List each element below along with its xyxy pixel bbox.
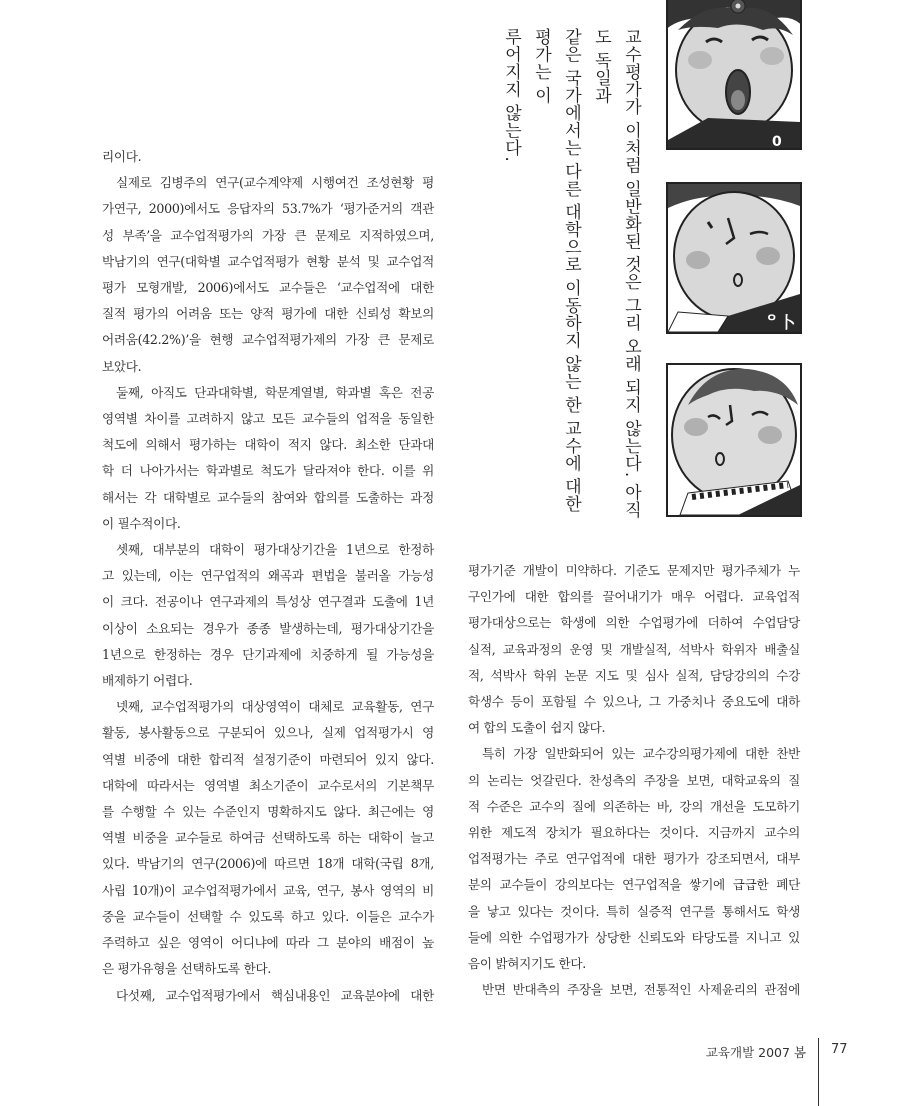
body-line: 이상이 소요되는 경우가 종종 발생하는데, 평가대상기간을 (102, 620, 434, 636)
body-line: 1년으로 한정하는 경우 단기과제에 치중하게 될 가능성을 (102, 646, 434, 662)
body-line: 이 크다. 전공이나 연구과제의 특성상 연구결과 도출에 1년 (102, 594, 434, 610)
girl-cartoon-illustration (668, 0, 800, 148)
body-line: 적 수준은 교수의 질에 의존하는 바, 강의 개선을 도모하기 (468, 798, 800, 814)
body-column-right (468, 558, 800, 1003)
body-line: 보았다. (102, 358, 142, 374)
body-line: 해서는 각 대학별로 교수들의 참여와 합의를 도출하는 과정 (102, 489, 434, 505)
body-line: 셋째, 대부분의 대학이 평가대상기간을 1년으로 한정하 (116, 542, 434, 558)
cartoon-panel-boy-2 (666, 363, 802, 517)
pull-quote (501, 28, 646, 528)
body-line: 평가 모형개발, 2006)에서도 교수들은 ‘교수업적에 대한 (102, 280, 434, 296)
body-line: 구인가에 대한 합의를 끌어내기가 매우 어렵다. 교육업적 (468, 589, 800, 605)
body-line: 역별 비중에 대한 합리적 설정기준이 마련되어 있지 않다. (102, 751, 434, 767)
page-number: 77 (831, 1042, 848, 1057)
pull-quote-line: 루어지지 않는다. (501, 28, 521, 163)
body-line: 역별 비중을 교수들로 하여금 선택하도록 하는 대학이 늘고 (102, 830, 434, 846)
body-column-left (102, 144, 434, 1009)
boy-2-cartoon-illustration (668, 365, 800, 515)
body-line: 박남기의 연구(대학별 교수업적평가 현황 분석 및 교수업적 (102, 253, 434, 269)
body-line: 음이 밝혀지기도 한다. (468, 956, 586, 972)
body-line: 활동, 봉사활동으로 구분되어 있으나, 실제 업적평가시 영 (102, 725, 434, 741)
body-line: 척도에 의해서 평가하는 대학이 적지 않다. 최소한 단과대 (102, 437, 434, 453)
body-line: 있다. 박남기의 연구(2006)에 따르면 18개 대학(국립 8개, (102, 856, 434, 872)
body-line: 의 논리는 엇갈린다. 찬성측의 주장을 보면, 대학교육의 질 (468, 772, 800, 788)
body-line: 실제로 김병주의 연구(교수계약제 시행여건 조성현황 평 (116, 175, 434, 191)
body-line: 영역별 차이를 고려하지 않고 모든 교수들의 업적을 동일한 (102, 411, 434, 427)
body-line: 위한 제도적 장치가 필요하다는 것이다. 지금까지 교수의 (468, 825, 800, 841)
body-line: 들에 의한 수업평가가 상당한 신뢰도와 타당도를 지니고 있 (468, 929, 800, 945)
body-line: 여 합의 도출이 쉽지 않다. (468, 720, 606, 736)
body-line: 를 수행할 수 있는 수준인지 명확하지도 않다. 최근에는 영 (102, 804, 434, 820)
body-line: 평가기준 개발이 미약하다. 기준도 문제지만 평가주체가 누 (468, 563, 800, 578)
pull-quote-line: 같은 국가에서는 다른 대학으로 이동하지 않는 한 교수에 대한 평가는 이 (531, 28, 581, 513)
body-line: 실적, 교육과정의 운영 및 개발실적, 석박사 학위자 배출실 (468, 641, 800, 657)
body-line: 은 평가유형을 선택하도록 한다. (102, 961, 272, 977)
body-line: 을 낳고 있다는 것이다. 특히 실증적 연구를 통해서도 학생 (468, 903, 800, 919)
body-line: 어려움(42.2%)’을 현행 교수업적평가제의 가장 큰 문제로 (102, 332, 434, 348)
svg-text:ᄋ卜: ᄋ卜 (764, 313, 796, 332)
body-line: 배제하기 어렵다. (102, 673, 193, 689)
body-line: 성 부족’을 교수업적평가의 가장 큰 문제로 지적하였으며, (102, 227, 434, 243)
body-line: 가연구, 2000)에서도 응답자의 53.7%가 ‘평가준거의 객관 (102, 201, 434, 217)
body-line: 평가대상으로는 학생에 의한 수업평가에 더하여 수업담당 (468, 615, 800, 631)
svg-text:0: 0 (772, 134, 782, 148)
cartoon-panel-boy (666, 182, 802, 334)
body-line: 학 더 나아가서는 학과별로 척도가 달라져야 한다. 이를 위 (102, 463, 434, 479)
body-line: 반면 반대측의 주장을 보면, 전통적인 사제윤리의 관점에 (482, 982, 800, 998)
body-line: 질적 평가의 어려움 또는 양적 평가에 대한 신뢰성 확보의 (102, 306, 434, 322)
body-line: 적, 석박사 학위 논문 지도 및 심사 실적, 담당강의의 수강 (468, 667, 800, 683)
body-line: 리이다. (102, 149, 142, 164)
body-line: 이 필수적이다. (102, 515, 181, 531)
cartoon-panel-girl (666, 0, 802, 150)
body-line: 고 있는데, 이는 연구업적의 왜곡과 편법을 불러올 가능성 (102, 568, 434, 584)
body-line: 다섯째, 교수업적평가에서 핵심내용인 교육분야에 대한 (116, 987, 434, 1003)
footer-issue-label: 교육개발 2007 봄 (705, 1045, 806, 1060)
body-line: 업적평가는 주로 연구업적에 대한 평가가 강조되면서, 대부 (468, 851, 800, 867)
body-line: 학생수 등이 포함될 수 있으나, 그 가중치나 중요도에 대하 (468, 694, 800, 710)
body-line: 주력하고 싶은 영역이 어디냐에 따라 그 분야의 배점이 높 (102, 935, 434, 951)
boy-cartoon-illustration (668, 184, 800, 332)
footer-divider (818, 1038, 819, 1106)
body-line: 둘째, 아직도 단과대학별, 학문계열별, 학과별 혹은 전공 (116, 384, 434, 400)
body-line: 분의 교수들이 강의보다는 연구업적을 쌓기에 급급한 폐단 (468, 877, 800, 893)
body-line: 넷째, 교수업적평가의 대상영역이 대체로 교육활동, 연구 (116, 699, 434, 715)
body-line: 중을 교수들이 선택할 수 있도록 하고 있다. 이들은 교수가 (102, 908, 434, 924)
body-line: 대학에 따라서는 영역별 최소기준이 교수로서의 기본책무 (102, 777, 434, 793)
pull-quote-line: 교수평가가 이처럼 일반화된 것은 그리 오래 되지 않는다. 아직도 독일과 (591, 28, 641, 519)
body-line: 특히 가장 일반화되어 있는 교수강의평가제에 대한 찬반 (482, 746, 800, 762)
body-line: 사립 10개)이 교수업적평가에서 교육, 연구, 봉사 영역의 비 (102, 882, 434, 898)
